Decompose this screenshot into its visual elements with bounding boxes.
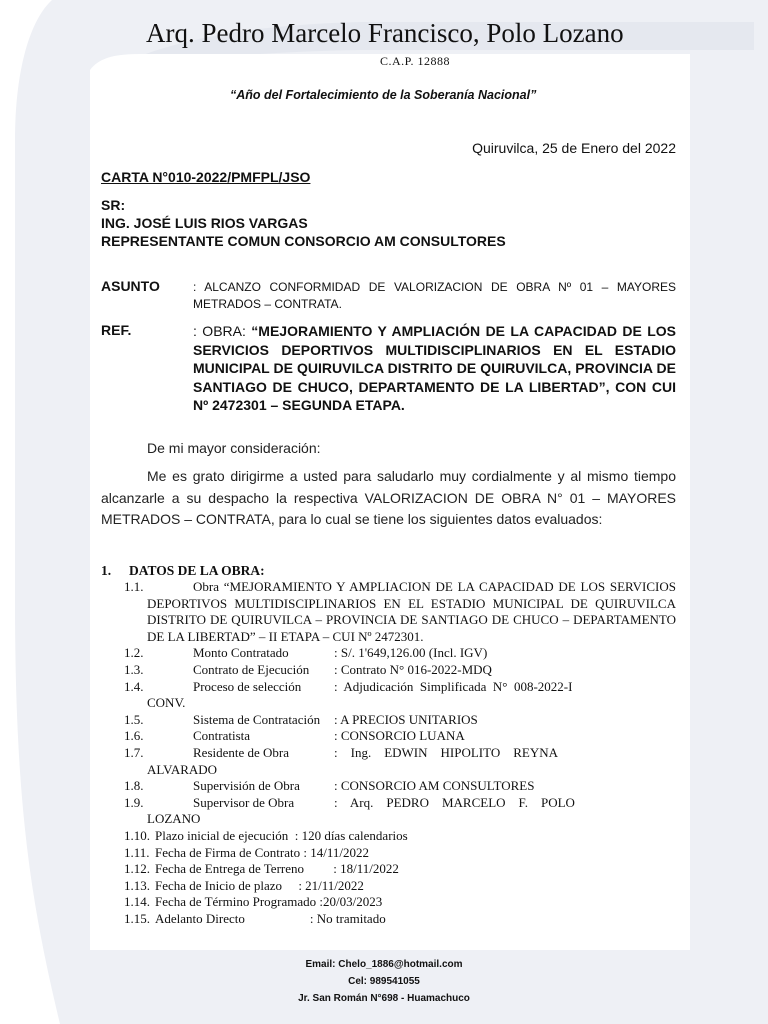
list-item: 1.7. Residente de Obra : Ing. EDWIN HIPOLITO REYNA ALVARADO xyxy=(124,744,558,777)
greeting: De mi mayor consideración: xyxy=(147,440,321,456)
list-item: 1.6. Contratista : CONSORCIO LUANA xyxy=(124,728,465,744)
letter-reference-number: CARTA N°010-2022/PMFPL/JSO xyxy=(101,169,311,185)
asunto-label: ASUNTO xyxy=(101,278,160,294)
list-item: 1.13. Fecha de Inicio de plazo : 21/11/2022 xyxy=(124,877,364,893)
list-item: 1.9. Supervisor de Obra : Arq. PEDRO MARCELO F. POLO LOZANO xyxy=(124,794,575,827)
section-heading: 1. DATOS DE LA OBRA: xyxy=(101,563,265,578)
ref-text xyxy=(193,322,676,415)
footer-phone: Cel: 989541055 xyxy=(348,976,420,987)
list-item: 1.4. Proceso de selección : Adjudicación Simplificada N° 008-2022-I CONV. xyxy=(124,678,573,711)
footer-contact xyxy=(0,956,768,1007)
project-data-list xyxy=(124,579,676,927)
list-item: 1.12. Fecha de Entrega de Terreno : 18/11/2022 xyxy=(124,861,399,877)
footer-address: Jr. San Román N°698 - Huamachuco xyxy=(298,993,470,1004)
list-item: 1.14. Fecha de Término Programado :20/03/2023 xyxy=(124,894,383,910)
list-item: 1.5. Sistema de Contratación : A PRECIOS UNITARIOS xyxy=(124,711,478,727)
recipient-name: ING. JOSÉ LUIS RIOS VARGAS xyxy=(101,215,308,231)
ref-label: REF. xyxy=(101,322,132,338)
ref-project-title: “MEJORAMIENTO Y AMPLIACIÓN DE LA CAPACIDAD DE LOS SERVICIOS DEPORTIVOS MULTIDISCIPLINARIOS EN EL ESTADIO MUNICIPAL DE QUIRUVILCA DISTRITO DE QUIRUVILCA, PROVINCIA DE SANTIAGO DE CHUCO, DEPARTAMENTO DE LA LIBERTAD”, CON CUI Nº 2472301 – SEGUNDA ETAPA. xyxy=(193,323,676,413)
list-item: 1.1. Obra “MEJORAMIENTO Y AMPLIACION DE LA CAPACIDAD DE LOS SERVICIOS DEPORTIVOS MULTIDISCIPLINARIOS EN EL ESTADIO MUNICIPAL DE QUIRUVILCA DISTRITO DE QUIRUVILCA – PROVINCIA DE SANTIAGO DE CHUCO – DEPARTAMENTO DE LA LIBERTAD” – II ETAPA – CUI Nº 2472301. xyxy=(124,579,676,644)
ref-prefix: : OBRA: xyxy=(193,323,252,339)
footer-email: Email: Chelo_1886@hotmail.com xyxy=(305,959,463,970)
list-item: 1.8. Supervisión de Obra : CONSORCIO AM CONSULTORES xyxy=(124,778,535,794)
letter-date: Quiruvilca, 25 de Enero del 2022 xyxy=(472,140,676,156)
body-paragraph: Me es grato dirigirme a usted para saludarlo muy cordialmente y al mismo tiempo alcanzarle a su despacho la respectiva VALORIZACION DE OBRA N° 01 – MAYORES METRADOS – CONTRATA, para lo cual se tiene los siguientes datos evaluados: xyxy=(101,468,676,527)
list-item: 1.11. Fecha de Firma de Contrato : 14/11/2022 xyxy=(124,844,369,860)
cap-number: C.A.P. 12888 xyxy=(380,54,451,68)
asunto-text: : ALCANZO CONFORMIDAD DE VALORIZACION DE OBRA Nº 01 – MAYORES METRADOS – CONTRATA. xyxy=(193,280,676,311)
list-item: 1.15. Adelanto Directo : No tramitado xyxy=(124,910,386,926)
recipient-block xyxy=(101,196,506,250)
recipient-role: REPRESENTANTE COMUN CONSORCIO AM CONSULTORES xyxy=(101,233,506,249)
recipient-salutation: SR: xyxy=(101,197,126,213)
list-item: 1.3. Contrato de Ejecución : Contrato N° 016-2022-MDQ xyxy=(124,661,492,677)
list-item: 1.2. Monto Contratado : S/. 1'649,126.00 (Incl. IGV) xyxy=(124,645,488,661)
list-item: 1.10. Plazo inicial de ejecución : 120 días calendarios xyxy=(124,827,408,843)
year-motto: “Año del Fortalecimiento de la Soberanía Nacional” xyxy=(230,88,537,102)
letterhead-name: Arq. Pedro Marcelo Francisco, Polo Lozano xyxy=(146,18,624,48)
